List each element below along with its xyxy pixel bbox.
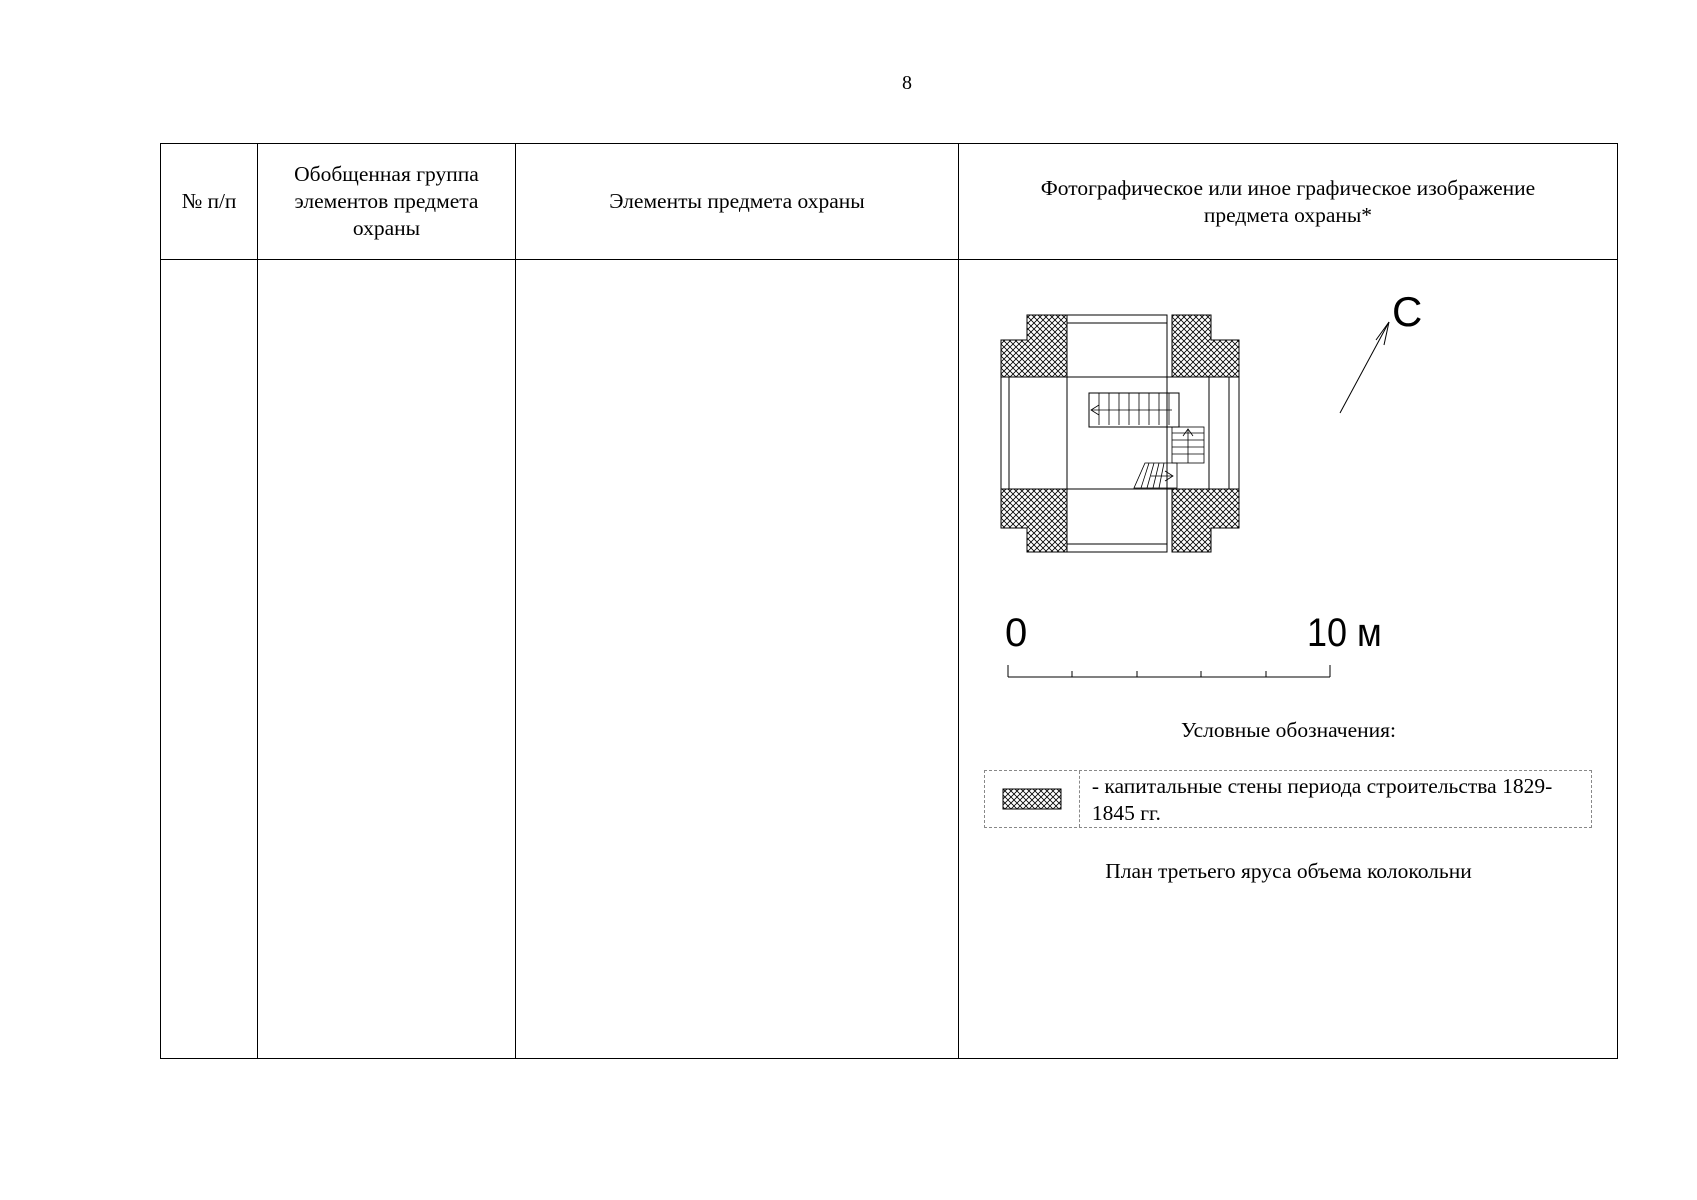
legend (984, 770, 1592, 828)
protection-table (160, 143, 1618, 1059)
cell-image (959, 260, 1618, 1059)
header-row (161, 144, 1618, 260)
header-group: Обобщенная группа элементов предмета охраны (258, 144, 516, 260)
scale-end-label: 10 м (1307, 611, 1382, 655)
north-arrow (1340, 322, 1389, 413)
floor-plan-drawing (959, 260, 1618, 1060)
stair-lower (1134, 463, 1177, 488)
page-number: 8 (902, 72, 912, 94)
cell-number (161, 260, 258, 1059)
capital-walls (1001, 315, 1239, 552)
header-image: Фотографическое или иное графическое изображение предмета охраны* (959, 144, 1618, 260)
header-number: № п/п (161, 144, 258, 260)
legend-swatch-cell (985, 771, 1080, 827)
legend-title: Условные обозначения: (1180, 718, 1397, 742)
cell-elements (516, 260, 959, 1059)
north-label: С (1392, 288, 1423, 335)
cell-group (258, 260, 516, 1059)
drawing-caption: План третьего яруса объема колокольни (1105, 859, 1472, 883)
stair-middle (1172, 427, 1204, 463)
legend-item-text: - капитальные стены периода строительства 1829-1845 гг. (1091, 774, 1553, 825)
table-row (161, 260, 1618, 1059)
stair-upper (1089, 393, 1172, 425)
header-elements: Элементы предмета охраны (516, 144, 959, 260)
scale-bar (1008, 665, 1330, 677)
hatch-swatch-icon (1002, 788, 1062, 810)
scale-start-label: 0 (1005, 611, 1028, 655)
